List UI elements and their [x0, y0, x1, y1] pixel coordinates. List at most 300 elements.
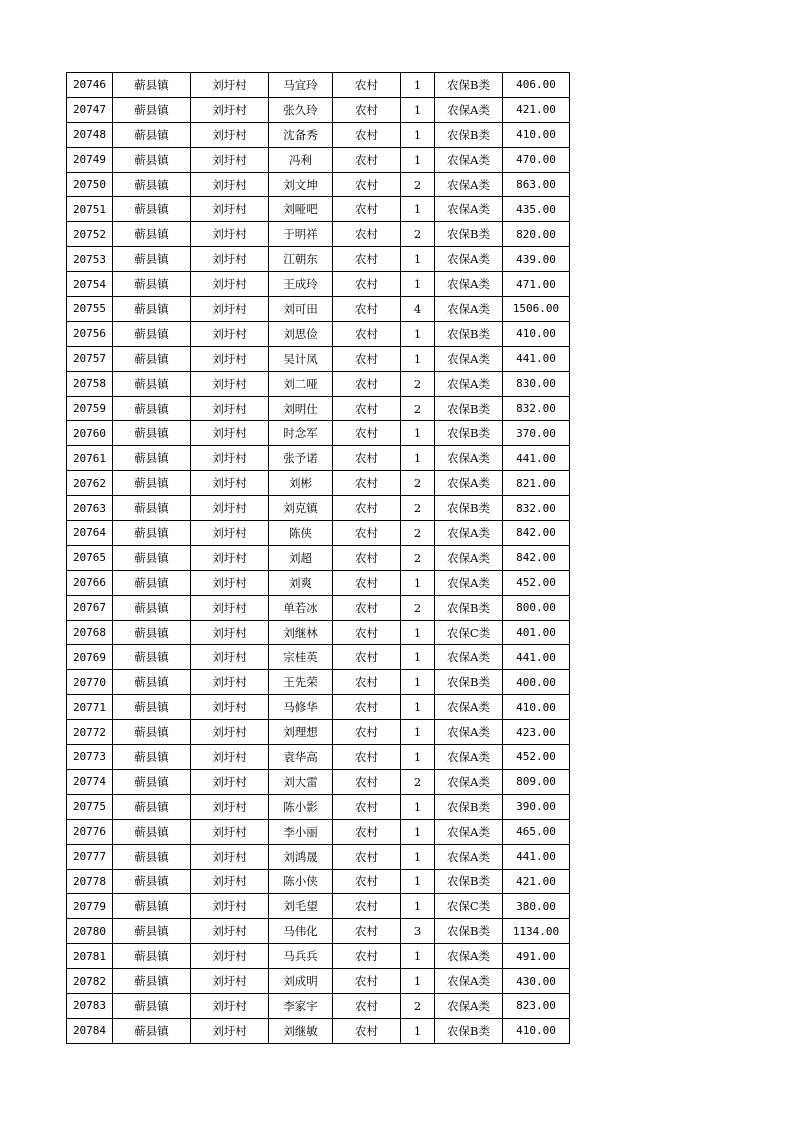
- insurance-category-cell: 农保A类: [435, 993, 503, 1018]
- area-type-cell: 农村: [333, 97, 401, 122]
- name-cell: 刘明仕: [269, 396, 333, 421]
- table-body: [67, 73, 570, 1044]
- town-cell: 蕲县镇: [113, 769, 191, 794]
- amount-cell: 410.00: [503, 122, 570, 147]
- household-count-cell: 1: [401, 670, 435, 695]
- insurance-category-cell: 农保A类: [435, 297, 503, 322]
- table-row: [67, 769, 570, 794]
- table-row: [67, 993, 570, 1018]
- insurance-category-cell: 农保A类: [435, 769, 503, 794]
- name-cell: 刘继敏: [269, 1018, 333, 1043]
- table-row: [67, 570, 570, 595]
- household-count-cell: 2: [401, 993, 435, 1018]
- household-count-cell: 1: [401, 720, 435, 745]
- area-type-cell: 农村: [333, 471, 401, 496]
- village-cell: 刘圩村: [191, 595, 269, 620]
- name-cell: 刘毛望: [269, 894, 333, 919]
- village-cell: 刘圩村: [191, 172, 269, 197]
- table-row: [67, 197, 570, 222]
- insurance-category-cell: 农保A类: [435, 521, 503, 546]
- amount-cell: 401.00: [503, 620, 570, 645]
- table-row: [67, 297, 570, 322]
- village-cell: 刘圩村: [191, 695, 269, 720]
- household-count-cell: 1: [401, 97, 435, 122]
- town-cell: 蕲县镇: [113, 496, 191, 521]
- area-type-cell: 农村: [333, 545, 401, 570]
- town-cell: 蕲县镇: [113, 1018, 191, 1043]
- amount-cell: 423.00: [503, 720, 570, 745]
- name-cell: 马伟化: [269, 919, 333, 944]
- town-cell: 蕲县镇: [113, 147, 191, 172]
- village-cell: 刘圩村: [191, 471, 269, 496]
- table-row: [67, 794, 570, 819]
- table-row: [67, 346, 570, 371]
- row-id-cell: 20764: [67, 521, 113, 546]
- village-cell: 刘圩村: [191, 396, 269, 421]
- amount-cell: 465.00: [503, 819, 570, 844]
- household-count-cell: 1: [401, 794, 435, 819]
- village-cell: 刘圩村: [191, 645, 269, 670]
- village-cell: 刘圩村: [191, 73, 269, 98]
- area-type-cell: 农村: [333, 645, 401, 670]
- amount-cell: 380.00: [503, 894, 570, 919]
- amount-cell: 439.00: [503, 247, 570, 272]
- household-count-cell: 1: [401, 446, 435, 471]
- village-cell: 刘圩村: [191, 894, 269, 919]
- town-cell: 蕲县镇: [113, 894, 191, 919]
- area-type-cell: 农村: [333, 272, 401, 297]
- insurance-category-cell: 农保B类: [435, 794, 503, 819]
- village-cell: 刘圩村: [191, 371, 269, 396]
- village-cell: 刘圩村: [191, 97, 269, 122]
- amount-cell: 832.00: [503, 396, 570, 421]
- town-cell: 蕲县镇: [113, 297, 191, 322]
- insurance-category-cell: 农保A类: [435, 272, 503, 297]
- village-cell: 刘圩村: [191, 446, 269, 471]
- area-type-cell: 农村: [333, 222, 401, 247]
- name-cell: 李家宇: [269, 993, 333, 1018]
- table-row: [67, 720, 570, 745]
- town-cell: 蕲县镇: [113, 396, 191, 421]
- household-count-cell: 1: [401, 421, 435, 446]
- row-id-cell: 20783: [67, 993, 113, 1018]
- town-cell: 蕲县镇: [113, 944, 191, 969]
- town-cell: 蕲县镇: [113, 570, 191, 595]
- town-cell: 蕲县镇: [113, 645, 191, 670]
- village-cell: 刘圩村: [191, 794, 269, 819]
- table-row: [67, 919, 570, 944]
- insurance-category-cell: 农保A类: [435, 172, 503, 197]
- household-count-cell: 1: [401, 894, 435, 919]
- household-count-cell: 1: [401, 645, 435, 670]
- insurance-category-cell: 农保B类: [435, 670, 503, 695]
- area-type-cell: 农村: [333, 745, 401, 770]
- area-type-cell: 农村: [333, 496, 401, 521]
- insurance-category-cell: 农保A类: [435, 645, 503, 670]
- row-id-cell: 20751: [67, 197, 113, 222]
- row-id-cell: 20747: [67, 97, 113, 122]
- row-id-cell: 20771: [67, 695, 113, 720]
- village-cell: 刘圩村: [191, 844, 269, 869]
- area-type-cell: 农村: [333, 1018, 401, 1043]
- household-count-cell: 1: [401, 695, 435, 720]
- village-cell: 刘圩村: [191, 869, 269, 894]
- town-cell: 蕲县镇: [113, 97, 191, 122]
- household-count-cell: 1: [401, 844, 435, 869]
- village-cell: 刘圩村: [191, 521, 269, 546]
- name-cell: 刘思俭: [269, 321, 333, 346]
- row-id-cell: 20761: [67, 446, 113, 471]
- name-cell: 冯利: [269, 147, 333, 172]
- household-count-cell: 4: [401, 297, 435, 322]
- village-cell: 刘圩村: [191, 321, 269, 346]
- insurance-category-cell: 农保A类: [435, 720, 503, 745]
- village-cell: 刘圩村: [191, 297, 269, 322]
- table-row: [67, 819, 570, 844]
- table-row: [67, 446, 570, 471]
- insurance-category-cell: 农保C类: [435, 620, 503, 645]
- insurance-category-cell: 农保A类: [435, 197, 503, 222]
- row-id-cell: 20772: [67, 720, 113, 745]
- town-cell: 蕲县镇: [113, 222, 191, 247]
- amount-cell: 441.00: [503, 844, 570, 869]
- name-cell: 陈小侠: [269, 869, 333, 894]
- name-cell: 陈小影: [269, 794, 333, 819]
- row-id-cell: 20752: [67, 222, 113, 247]
- insurance-category-cell: 农保A类: [435, 844, 503, 869]
- amount-cell: 421.00: [503, 97, 570, 122]
- name-cell: 袁华高: [269, 745, 333, 770]
- name-cell: 马宜玲: [269, 73, 333, 98]
- village-cell: 刘圩村: [191, 620, 269, 645]
- insurance-category-cell: 农保B类: [435, 222, 503, 247]
- area-type-cell: 农村: [333, 794, 401, 819]
- amount-cell: 830.00: [503, 371, 570, 396]
- area-type-cell: 农村: [333, 969, 401, 994]
- insurance-category-cell: 农保A类: [435, 346, 503, 371]
- household-count-cell: 1: [401, 969, 435, 994]
- household-count-cell: 2: [401, 222, 435, 247]
- amount-cell: 406.00: [503, 73, 570, 98]
- insurance-category-cell: 农保A类: [435, 570, 503, 595]
- amount-cell: 842.00: [503, 521, 570, 546]
- village-cell: 刘圩村: [191, 570, 269, 595]
- row-id-cell: 20756: [67, 321, 113, 346]
- row-id-cell: 20776: [67, 819, 113, 844]
- amount-cell: 400.00: [503, 670, 570, 695]
- town-cell: 蕲县镇: [113, 595, 191, 620]
- household-count-cell: 1: [401, 247, 435, 272]
- name-cell: 宗桂英: [269, 645, 333, 670]
- amount-cell: 863.00: [503, 172, 570, 197]
- insurance-category-cell: 农保A类: [435, 969, 503, 994]
- name-cell: 刘二哑: [269, 371, 333, 396]
- table-row: [67, 969, 570, 994]
- town-cell: 蕲县镇: [113, 521, 191, 546]
- area-type-cell: 农村: [333, 346, 401, 371]
- household-count-cell: 2: [401, 545, 435, 570]
- row-id-cell: 20768: [67, 620, 113, 645]
- amount-cell: 452.00: [503, 570, 570, 595]
- table-row: [67, 869, 570, 894]
- area-type-cell: 农村: [333, 993, 401, 1018]
- household-count-cell: 2: [401, 396, 435, 421]
- name-cell: 时念军: [269, 421, 333, 446]
- table-row: [67, 471, 570, 496]
- insurance-category-cell: 农保A类: [435, 97, 503, 122]
- amount-cell: 370.00: [503, 421, 570, 446]
- household-count-cell: 2: [401, 769, 435, 794]
- row-id-cell: 20753: [67, 247, 113, 272]
- town-cell: 蕲县镇: [113, 620, 191, 645]
- insurance-category-cell: 农保B类: [435, 122, 503, 147]
- household-count-cell: 2: [401, 521, 435, 546]
- row-id-cell: 20748: [67, 122, 113, 147]
- village-cell: 刘圩村: [191, 346, 269, 371]
- village-cell: 刘圩村: [191, 545, 269, 570]
- town-cell: 蕲县镇: [113, 819, 191, 844]
- area-type-cell: 农村: [333, 421, 401, 446]
- insurance-category-cell: 农保A类: [435, 819, 503, 844]
- table-row: [67, 545, 570, 570]
- town-cell: 蕲县镇: [113, 122, 191, 147]
- village-cell: 刘圩村: [191, 993, 269, 1018]
- name-cell: 张予诺: [269, 446, 333, 471]
- village-cell: 刘圩村: [191, 819, 269, 844]
- household-count-cell: 1: [401, 819, 435, 844]
- area-type-cell: 农村: [333, 769, 401, 794]
- town-cell: 蕲县镇: [113, 695, 191, 720]
- amount-cell: 435.00: [503, 197, 570, 222]
- amount-cell: 452.00: [503, 745, 570, 770]
- area-type-cell: 农村: [333, 620, 401, 645]
- insurance-category-cell: 农保B类: [435, 869, 503, 894]
- town-cell: 蕲县镇: [113, 346, 191, 371]
- name-cell: 刘超: [269, 545, 333, 570]
- area-type-cell: 农村: [333, 371, 401, 396]
- insurance-category-cell: 农保A类: [435, 147, 503, 172]
- insurance-category-cell: 农保A类: [435, 247, 503, 272]
- town-cell: 蕲县镇: [113, 172, 191, 197]
- amount-cell: 441.00: [503, 346, 570, 371]
- household-count-cell: 1: [401, 570, 435, 595]
- insurance-category-cell: 农保A类: [435, 471, 503, 496]
- insurance-category-cell: 农保B类: [435, 595, 503, 620]
- row-id-cell: 20750: [67, 172, 113, 197]
- amount-cell: 410.00: [503, 321, 570, 346]
- household-count-cell: 2: [401, 496, 435, 521]
- area-type-cell: 农村: [333, 446, 401, 471]
- area-type-cell: 农村: [333, 570, 401, 595]
- area-type-cell: 农村: [333, 396, 401, 421]
- row-id-cell: 20759: [67, 396, 113, 421]
- name-cell: 刘克镇: [269, 496, 333, 521]
- household-count-cell: 2: [401, 371, 435, 396]
- name-cell: 刘继林: [269, 620, 333, 645]
- area-type-cell: 农村: [333, 695, 401, 720]
- insurance-category-cell: 农保A类: [435, 371, 503, 396]
- household-count-cell: 3: [401, 919, 435, 944]
- row-id-cell: 20780: [67, 919, 113, 944]
- household-count-cell: 1: [401, 147, 435, 172]
- village-cell: 刘圩村: [191, 247, 269, 272]
- row-id-cell: 20763: [67, 496, 113, 521]
- table-row: [67, 1018, 570, 1043]
- table-row: [67, 97, 570, 122]
- village-cell: 刘圩村: [191, 944, 269, 969]
- table-row: [67, 371, 570, 396]
- name-cell: 刘文坤: [269, 172, 333, 197]
- area-type-cell: 农村: [333, 73, 401, 98]
- town-cell: 蕲县镇: [113, 446, 191, 471]
- village-cell: 刘圩村: [191, 222, 269, 247]
- name-cell: 沈备秀: [269, 122, 333, 147]
- amount-cell: 832.00: [503, 496, 570, 521]
- row-id-cell: 20775: [67, 794, 113, 819]
- town-cell: 蕲县镇: [113, 272, 191, 297]
- table-row: [67, 122, 570, 147]
- insurance-category-cell: 农保C类: [435, 894, 503, 919]
- household-count-cell: 2: [401, 595, 435, 620]
- name-cell: 刘哑吧: [269, 197, 333, 222]
- town-cell: 蕲县镇: [113, 197, 191, 222]
- name-cell: 李小丽: [269, 819, 333, 844]
- amount-cell: 441.00: [503, 645, 570, 670]
- amount-cell: 823.00: [503, 993, 570, 1018]
- name-cell: 吴计凤: [269, 346, 333, 371]
- amount-cell: 491.00: [503, 944, 570, 969]
- name-cell: 刘大雷: [269, 769, 333, 794]
- table-row: [67, 396, 570, 421]
- area-type-cell: 农村: [333, 321, 401, 346]
- area-type-cell: 农村: [333, 944, 401, 969]
- table-row: [67, 894, 570, 919]
- name-cell: 王先荣: [269, 670, 333, 695]
- name-cell: 刘成明: [269, 969, 333, 994]
- household-count-cell: 1: [401, 1018, 435, 1043]
- amount-cell: 421.00: [503, 869, 570, 894]
- household-count-cell: 1: [401, 122, 435, 147]
- table-row: [67, 620, 570, 645]
- table-row: [67, 944, 570, 969]
- row-id-cell: 20779: [67, 894, 113, 919]
- table-row: [67, 73, 570, 98]
- area-type-cell: 农村: [333, 521, 401, 546]
- household-count-cell: 1: [401, 321, 435, 346]
- village-cell: 刘圩村: [191, 919, 269, 944]
- town-cell: 蕲县镇: [113, 670, 191, 695]
- row-id-cell: 20749: [67, 147, 113, 172]
- table-row: [67, 695, 570, 720]
- village-cell: 刘圩村: [191, 421, 269, 446]
- household-count-cell: 1: [401, 869, 435, 894]
- row-id-cell: 20777: [67, 844, 113, 869]
- village-cell: 刘圩村: [191, 969, 269, 994]
- table-row: [67, 247, 570, 272]
- insurance-category-cell: 农保B类: [435, 1018, 503, 1043]
- amount-cell: 430.00: [503, 969, 570, 994]
- area-type-cell: 农村: [333, 894, 401, 919]
- name-cell: 刘鸿晟: [269, 844, 333, 869]
- name-cell: 刘可田: [269, 297, 333, 322]
- insurance-category-cell: 农保B类: [435, 396, 503, 421]
- amount-cell: 471.00: [503, 272, 570, 297]
- household-count-cell: 1: [401, 73, 435, 98]
- household-count-cell: 1: [401, 197, 435, 222]
- insurance-category-cell: 农保B类: [435, 321, 503, 346]
- amount-cell: 470.00: [503, 147, 570, 172]
- name-cell: 王成玲: [269, 272, 333, 297]
- data-table: [66, 72, 570, 1044]
- amount-cell: 390.00: [503, 794, 570, 819]
- table-row: [67, 670, 570, 695]
- village-cell: 刘圩村: [191, 1018, 269, 1043]
- household-count-cell: 2: [401, 471, 435, 496]
- area-type-cell: 农村: [333, 670, 401, 695]
- name-cell: 刘爽: [269, 570, 333, 595]
- town-cell: 蕲县镇: [113, 844, 191, 869]
- row-id-cell: 20762: [67, 471, 113, 496]
- amount-cell: 410.00: [503, 1018, 570, 1043]
- village-cell: 刘圩村: [191, 147, 269, 172]
- row-id-cell: 20754: [67, 272, 113, 297]
- amount-cell: 1134.00: [503, 919, 570, 944]
- town-cell: 蕲县镇: [113, 794, 191, 819]
- area-type-cell: 农村: [333, 172, 401, 197]
- row-id-cell: 20769: [67, 645, 113, 670]
- area-type-cell: 农村: [333, 919, 401, 944]
- row-id-cell: 20778: [67, 869, 113, 894]
- insurance-category-cell: 农保A类: [435, 944, 503, 969]
- area-type-cell: 农村: [333, 819, 401, 844]
- town-cell: 蕲县镇: [113, 73, 191, 98]
- amount-cell: 809.00: [503, 769, 570, 794]
- row-id-cell: 20774: [67, 769, 113, 794]
- village-cell: 刘圩村: [191, 670, 269, 695]
- area-type-cell: 农村: [333, 147, 401, 172]
- household-count-cell: 1: [401, 272, 435, 297]
- village-cell: 刘圩村: [191, 496, 269, 521]
- row-id-cell: 20765: [67, 545, 113, 570]
- row-id-cell: 20760: [67, 421, 113, 446]
- area-type-cell: 农村: [333, 844, 401, 869]
- area-type-cell: 农村: [333, 869, 401, 894]
- row-id-cell: 20758: [67, 371, 113, 396]
- village-cell: 刘圩村: [191, 720, 269, 745]
- row-id-cell: 20784: [67, 1018, 113, 1043]
- town-cell: 蕲县镇: [113, 745, 191, 770]
- table-row: [67, 272, 570, 297]
- insurance-category-cell: 农保B类: [435, 919, 503, 944]
- amount-cell: 821.00: [503, 471, 570, 496]
- row-id-cell: 20757: [67, 346, 113, 371]
- town-cell: 蕲县镇: [113, 969, 191, 994]
- town-cell: 蕲县镇: [113, 869, 191, 894]
- area-type-cell: 农村: [333, 197, 401, 222]
- name-cell: 马兵兵: [269, 944, 333, 969]
- town-cell: 蕲县镇: [113, 993, 191, 1018]
- table-row: [67, 745, 570, 770]
- table-row: [67, 222, 570, 247]
- table-row: [67, 496, 570, 521]
- table-row: [67, 595, 570, 620]
- row-id-cell: 20766: [67, 570, 113, 595]
- household-count-cell: 1: [401, 745, 435, 770]
- area-type-cell: 农村: [333, 720, 401, 745]
- area-type-cell: 农村: [333, 122, 401, 147]
- household-count-cell: 1: [401, 944, 435, 969]
- name-cell: 江朝东: [269, 247, 333, 272]
